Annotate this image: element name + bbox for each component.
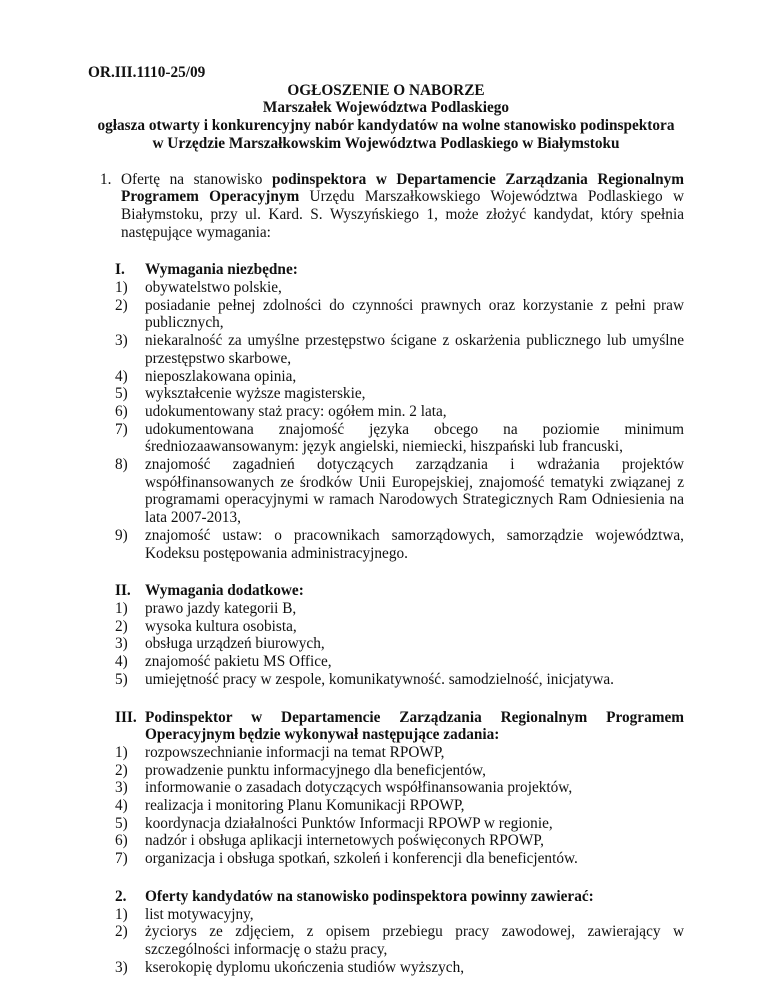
- document-page: [88, 64, 684, 976]
- item-number: 5): [115, 670, 128, 688]
- item-number: 5): [115, 814, 128, 832]
- item-text: udokumentowany staż pracy: ogółem min. 2 lata,: [145, 402, 447, 420]
- intro-text-bold: podinspektora w Departamencie Zarządzania Regionalnym Programem Operacyjnym: [121, 170, 685, 206]
- item-number: 9): [115, 526, 128, 544]
- intro-paragraph: [88, 171, 684, 242]
- section-number: III.: [115, 708, 137, 726]
- list-item: [115, 779, 684, 797]
- item-text: informowanie o zasadach dotyczących współfinansowania projektów,: [145, 779, 573, 797]
- item-number: 7): [115, 420, 128, 438]
- list-item: [115, 797, 684, 815]
- heading-subtitle: ogłasza otwarty i konkurencyjny nabór kandydatów na wolne stanowisko podinspektora: [97, 117, 675, 135]
- item-text: życiorys ze zdjęciem, z opisem przebiegu pracy zawodowej, zawierający w szczególności informację o stażu pracy,: [145, 923, 684, 958]
- item-number: 1): [115, 743, 128, 761]
- item-number: 2): [115, 923, 128, 941]
- item-number: 7): [115, 850, 128, 868]
- list-item: [115, 403, 684, 421]
- item-text: nieposzlakowana opinia,: [145, 367, 297, 385]
- item-number: 3): [115, 779, 128, 797]
- item-number: 6): [115, 832, 128, 850]
- item-number: 1): [115, 905, 128, 923]
- item-text: prawo jazdy kategorii B,: [145, 599, 297, 617]
- item-number: 4): [115, 653, 128, 671]
- section-title: Wymagania niezbędne:: [145, 261, 298, 279]
- item-number: 3): [115, 332, 128, 350]
- item-text: rozpowszechnianie informacji na temat RPOWP,: [145, 743, 445, 761]
- heading-office: w Urzędzie Marszałkowskim Województwa Podlaskiego w Białymstoku: [152, 134, 620, 152]
- section-number: I.: [115, 261, 125, 279]
- intro-text-post: Urzędu Marszałkowskiego Województwa Podlaskiego w Białymstoku, przy ul. Kard. S. Wyszyńskiego 1, może złożyć kandydat, który spełnia następujące wymagania:: [121, 188, 684, 241]
- list-item: [115, 653, 684, 671]
- item-text: umiejętność pracy w zespole, komunikatywność. samodzielność, inicjatywa.: [145, 670, 614, 688]
- section-number: 2.: [115, 887, 127, 905]
- item-number: 6): [115, 402, 128, 420]
- item-number: 2): [115, 617, 128, 635]
- item-text: prowadzenie punktu informacyjnego dla beneficjentów,: [145, 761, 486, 779]
- item-text: list motywacyjny,: [145, 905, 254, 923]
- requirements-section: [115, 888, 684, 977]
- intro-text-pre: Ofertę na stanowisko: [121, 170, 272, 188]
- section-title: Podinspektor w Departamencie Zarządzania Regionalnym Programem Operacyjnym będzie wykonywał następujące zadania:: [145, 708, 684, 744]
- item-text: znajomość pakietu MS Office,: [145, 653, 332, 671]
- item-number: 1): [115, 279, 128, 297]
- list-item: [115, 618, 684, 636]
- item-text: nadzór i obsługa aplikacji internetowych poświęconych RPOWP,: [145, 832, 544, 850]
- item-number: 2): [115, 761, 128, 779]
- item-number: 8): [115, 456, 128, 474]
- list-item: [115, 456, 684, 527]
- list-item: [115, 600, 684, 618]
- list-item: [115, 832, 684, 850]
- list-item: [115, 959, 684, 977]
- requirements-section: [115, 261, 684, 562]
- section-number: II.: [115, 582, 131, 600]
- requirements-section: [115, 709, 684, 868]
- item-number: 2): [115, 296, 128, 314]
- item-text: obsługa urządzeń biurowych,: [145, 635, 325, 653]
- heading-issuer: Marszałek Województwa Podlaskiego: [262, 99, 510, 117]
- list-item: [115, 385, 684, 403]
- section-heading: [115, 709, 684, 744]
- list-item: [115, 368, 684, 386]
- list-item: [115, 850, 684, 868]
- list-item: [115, 923, 684, 958]
- list-item: [115, 906, 684, 924]
- item-number: 5): [115, 385, 128, 403]
- list-item: [115, 332, 684, 367]
- reference-number: OR.III.1110-25/09: [88, 64, 206, 81]
- list-item: [115, 421, 684, 456]
- section-heading: [115, 582, 684, 600]
- item-number: 3): [115, 958, 128, 976]
- item-text: realizacja i monitoring Planu Komunikacji RPOWP,: [145, 797, 465, 815]
- list-item: [115, 635, 684, 653]
- item-text: kserokopię dyplomu ukończenia studiów wyższych,: [145, 958, 465, 976]
- section-title: Oferty kandydatów na stanowisko podinspektora powinny zawierać:: [145, 887, 594, 905]
- list-item: [115, 815, 684, 833]
- item-text: znajomość zagadnień dotyczących zarządzania i wdrażania projektów współfinansowanych ze środków Unii Europejskiej, znajomość tematyki związanej z programami operacyjnymi w ramach Narodowych Strategicznych Ram Odniesienia na lata 2007-2013,: [145, 456, 684, 527]
- item-number: 1): [115, 599, 128, 617]
- list-item: [115, 527, 684, 562]
- item-text: znajomość ustaw: o pracownikach samorządowych, samorządzie województwa, Kodeksu postępowania administracyjnego.: [145, 526, 684, 562]
- item-text: niekaralność za umyślne przestępstwo ścigane z oskarżenia publicznego lub umyślne przestępstwo skarbowe,: [145, 332, 684, 367]
- item-text: koordynacja działalności Punktów Informacji RPOWP w regionie,: [145, 814, 553, 832]
- list-item: [115, 671, 684, 689]
- section-heading: [115, 888, 684, 906]
- list-item: [115, 297, 684, 332]
- section-heading: [115, 261, 684, 279]
- list-item: [115, 279, 684, 297]
- item-text: udokumentowana znajomość języka obcego na poziomie minimum średniozaawansowanym: język angielski, niemiecki, hiszpański lub francuski,: [145, 420, 684, 456]
- item-number: 4): [115, 367, 128, 385]
- item-text: obywatelstwo polskie,: [145, 279, 282, 297]
- requirements-section: [115, 582, 684, 688]
- list-item: [115, 744, 684, 762]
- paragraph-number: 1.: [100, 170, 112, 188]
- item-number: 3): [115, 635, 128, 653]
- item-text: wysoka kultura osobista,: [145, 617, 297, 635]
- item-text: wykształcenie wyższe magisterskie,: [145, 385, 366, 403]
- item-text: posiadanie pełnej zdolności do czynności prawnych oraz korzystanie z pełni praw publicznych,: [145, 296, 684, 332]
- item-text: organizacja i obsługa spotkań, szkoleń i konferencji dla beneficjentów.: [145, 850, 578, 868]
- section-title: Wymagania dodatkowe:: [145, 582, 304, 600]
- list-item: [115, 762, 684, 780]
- item-number: 4): [115, 797, 128, 815]
- heading-title: OGŁOSZENIE O NABORZE: [287, 81, 485, 99]
